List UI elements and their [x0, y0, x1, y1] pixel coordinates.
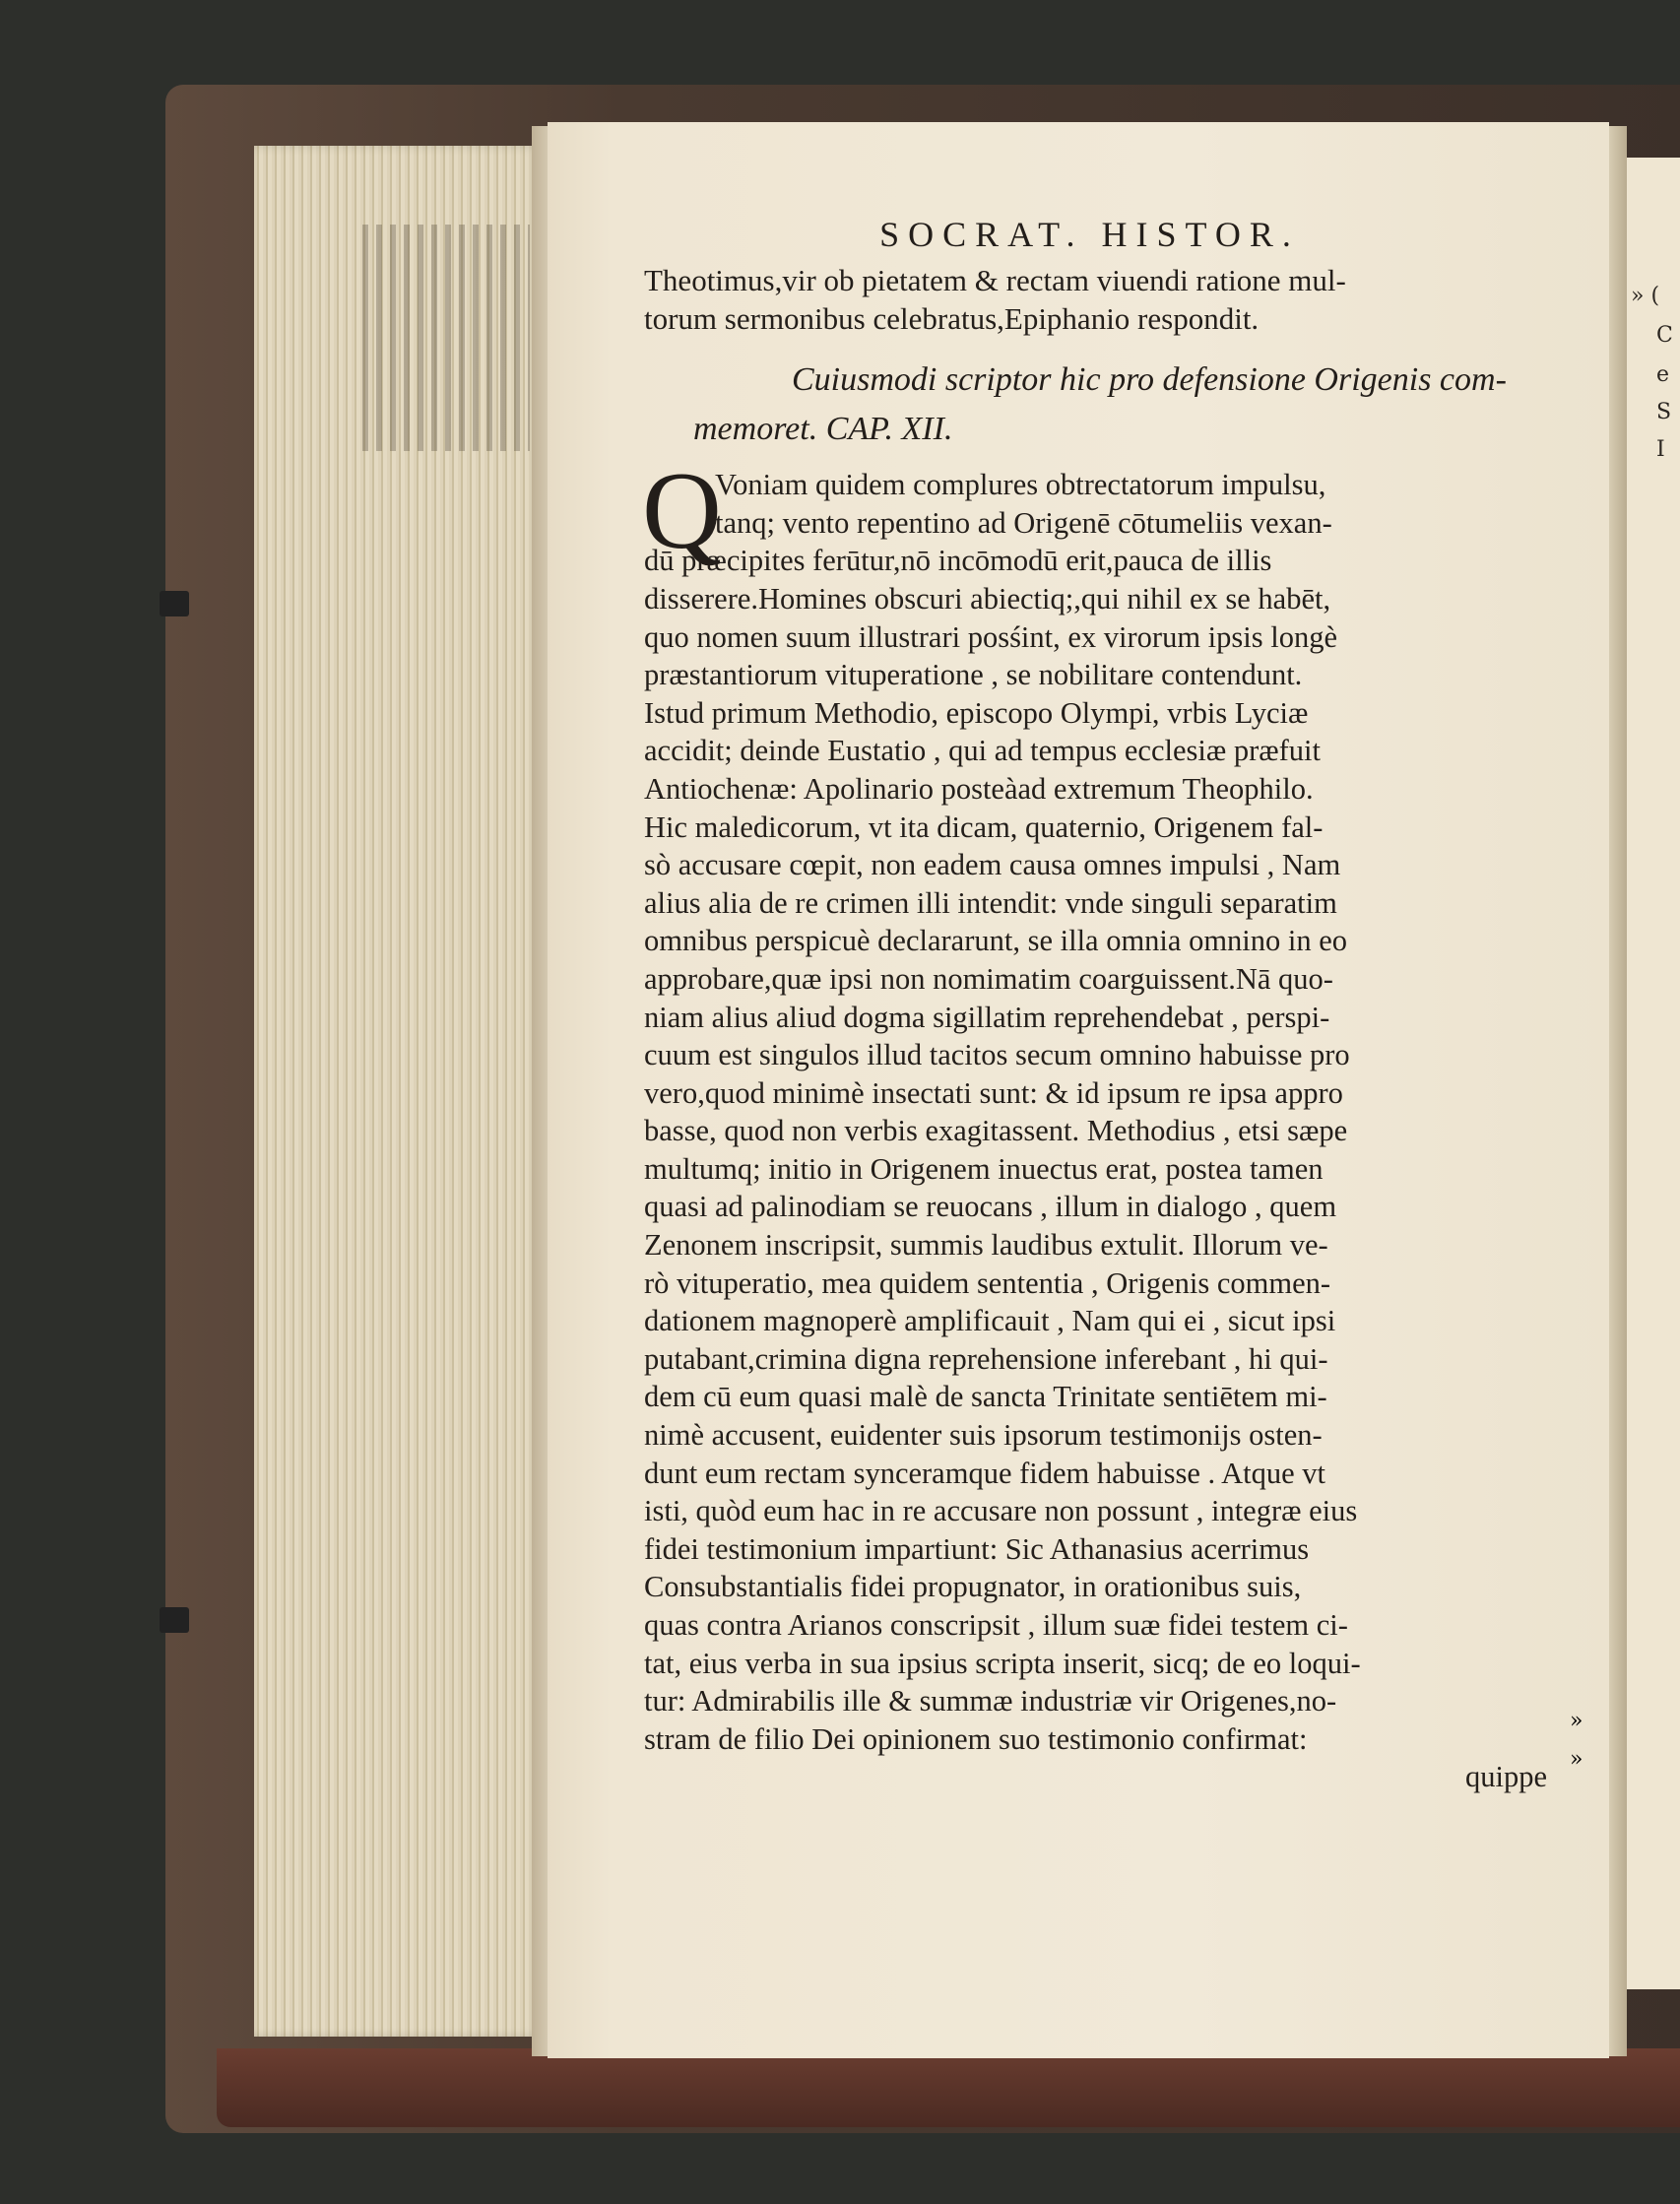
- intro-line: torum sermonibus celebratus,Epiphanio respondit.: [644, 300, 1260, 336]
- book-cover-bottom: [217, 2048, 1680, 2127]
- body-line: Istud primum Methodio, episcopo Olympi, vrbis Lyciæ: [644, 695, 1309, 730]
- body-line: quo nomen suum illustrari posśint, ex virorum ipsis longè: [644, 619, 1338, 654]
- next-page-fragment: S: [1656, 400, 1672, 424]
- body-line: dunt eum rectam synceramque fidem habuisse . Atque vt: [644, 1456, 1325, 1490]
- body-line: fidei testimonium impartiunt: Sic Athanasius acerrimus: [644, 1531, 1310, 1566]
- margin-mark: »: [1570, 1747, 1583, 1772]
- body-line: basse, quod non verbis exagitassent. Methodius , etsi sæpe: [644, 1114, 1348, 1148]
- next-page-fragment: C: [1656, 323, 1673, 348]
- body-line: disserere.Homines obscuri abiectiq;,qui nihil ex se habēt,: [644, 581, 1331, 616]
- text-block: [644, 207, 1555, 1796]
- running-header: SOCRAT. HISTOR.: [879, 215, 1300, 254]
- body-line: dationem magnoperè amplificauit , Nam qui ei , sicut ipsi: [644, 1304, 1336, 1338]
- body-line: quas contra Arianos conscripsit , illum suæ fidei testem ci-: [644, 1608, 1348, 1642]
- edge-marking: [362, 225, 530, 451]
- page-edges: [254, 146, 542, 2037]
- body-line: sò accusare cœpit, non eadem causa omnes impulsi , Nam: [644, 848, 1341, 882]
- body-line: rò vituperatio, mea quidem sententia , Origenis commen-: [644, 1265, 1331, 1300]
- next-page-fragment: e: [1656, 362, 1670, 387]
- body-line: quasi ad palinodiam se reuocans , illum in dialogo , quem: [644, 1190, 1337, 1224]
- body-line: dū præcipites ferūtur,nō incōmodū erit,pauca de illis: [644, 544, 1272, 578]
- body-line: Voniam quidem complures obtrectatorum impulsu,: [715, 468, 1326, 502]
- drop-cap: Q: [642, 450, 722, 573]
- chapter-heading: memoret. CAP. XII.: [693, 411, 953, 448]
- body-line: tat, eius verba in sua ipsius scripta inserit, sicq; de eo loqui-: [644, 1646, 1361, 1680]
- body-line: cuum est singulos illud tacitos secum omnino habuisse pro: [644, 1038, 1350, 1072]
- next-page-fragment: I: [1656, 437, 1665, 462]
- body-line: stram de filio Dei opinionem suo testimonio confirmat:: [644, 1721, 1308, 1756]
- body-line: Zenonem inscripsit, summis laudibus extulit. Illorum ve-: [644, 1228, 1328, 1263]
- body-line: Hic maledicorum, vt ita dicam, quaternio, Origenem fal-: [644, 810, 1324, 844]
- body-line: accidit; deinde Eustatio , qui ad tempus ecclesiæ præfuit: [644, 734, 1321, 768]
- body-line: multumq; initio in Origenem inuectus erat, postea tamen: [644, 1151, 1324, 1186]
- chapter-heading: Cuiusmodi scriptor hic pro defensione Origenis com-: [792, 361, 1507, 399]
- body-line: dem cū eum quasi malè de sancta Trinitate sentiētem mi-: [644, 1380, 1327, 1414]
- clasp-top: [160, 591, 189, 616]
- body-line: nimè accusent, euidenter suis ipsorum testimonijs osten-: [644, 1418, 1323, 1453]
- margin-mark: »: [1570, 1709, 1583, 1733]
- body-line: approbare,quæ ipsi non nomimatim coarguissent.Nā quo-: [644, 961, 1333, 996]
- body-text: [642, 450, 1555, 1758]
- body-line: præstantiorum vituperatione , se nobilitare contendunt.: [644, 658, 1303, 692]
- clasp-bottom: [160, 1607, 189, 1633]
- body-line: Consubstantialis fidei propugnator, in orationibus suis,: [644, 1570, 1302, 1604]
- next-page-fragment: » (: [1631, 284, 1660, 308]
- catchword: quippe: [1464, 1760, 1547, 1794]
- body-line: niam alius aliud dogma sigillatim reprehendebat , perspi-: [644, 1000, 1330, 1034]
- body-line: vero,quod minimè insectati sunt: & id ipsum re ipsa appro: [644, 1075, 1343, 1110]
- body-line: putabant,crimina digna reprehensione inferebant , hi qui-: [644, 1341, 1328, 1376]
- body-line: tur: Admirabilis ille & summæ industriæ vir Origenes,no-: [644, 1684, 1337, 1718]
- body-line: Antiochenæ: Apolinario posteàad extremum Theophilo.: [644, 771, 1314, 806]
- body-line: isti, quòd eum hac in re accusare non possunt , integræ eius: [644, 1494, 1358, 1528]
- intro-line: Theotimus,vir ob pietatem & rectam viuendi ratione mul-: [644, 263, 1346, 297]
- body-line: alius alia de re crimen illi intendit: vnde singuli separatim: [644, 885, 1337, 920]
- body-line: omnibus perspicuè declararunt, se illa omnia omnino in eo: [644, 924, 1348, 958]
- body-line: tanq; vento repentino ad Origenē cōtumeliis vexan-: [715, 505, 1332, 540]
